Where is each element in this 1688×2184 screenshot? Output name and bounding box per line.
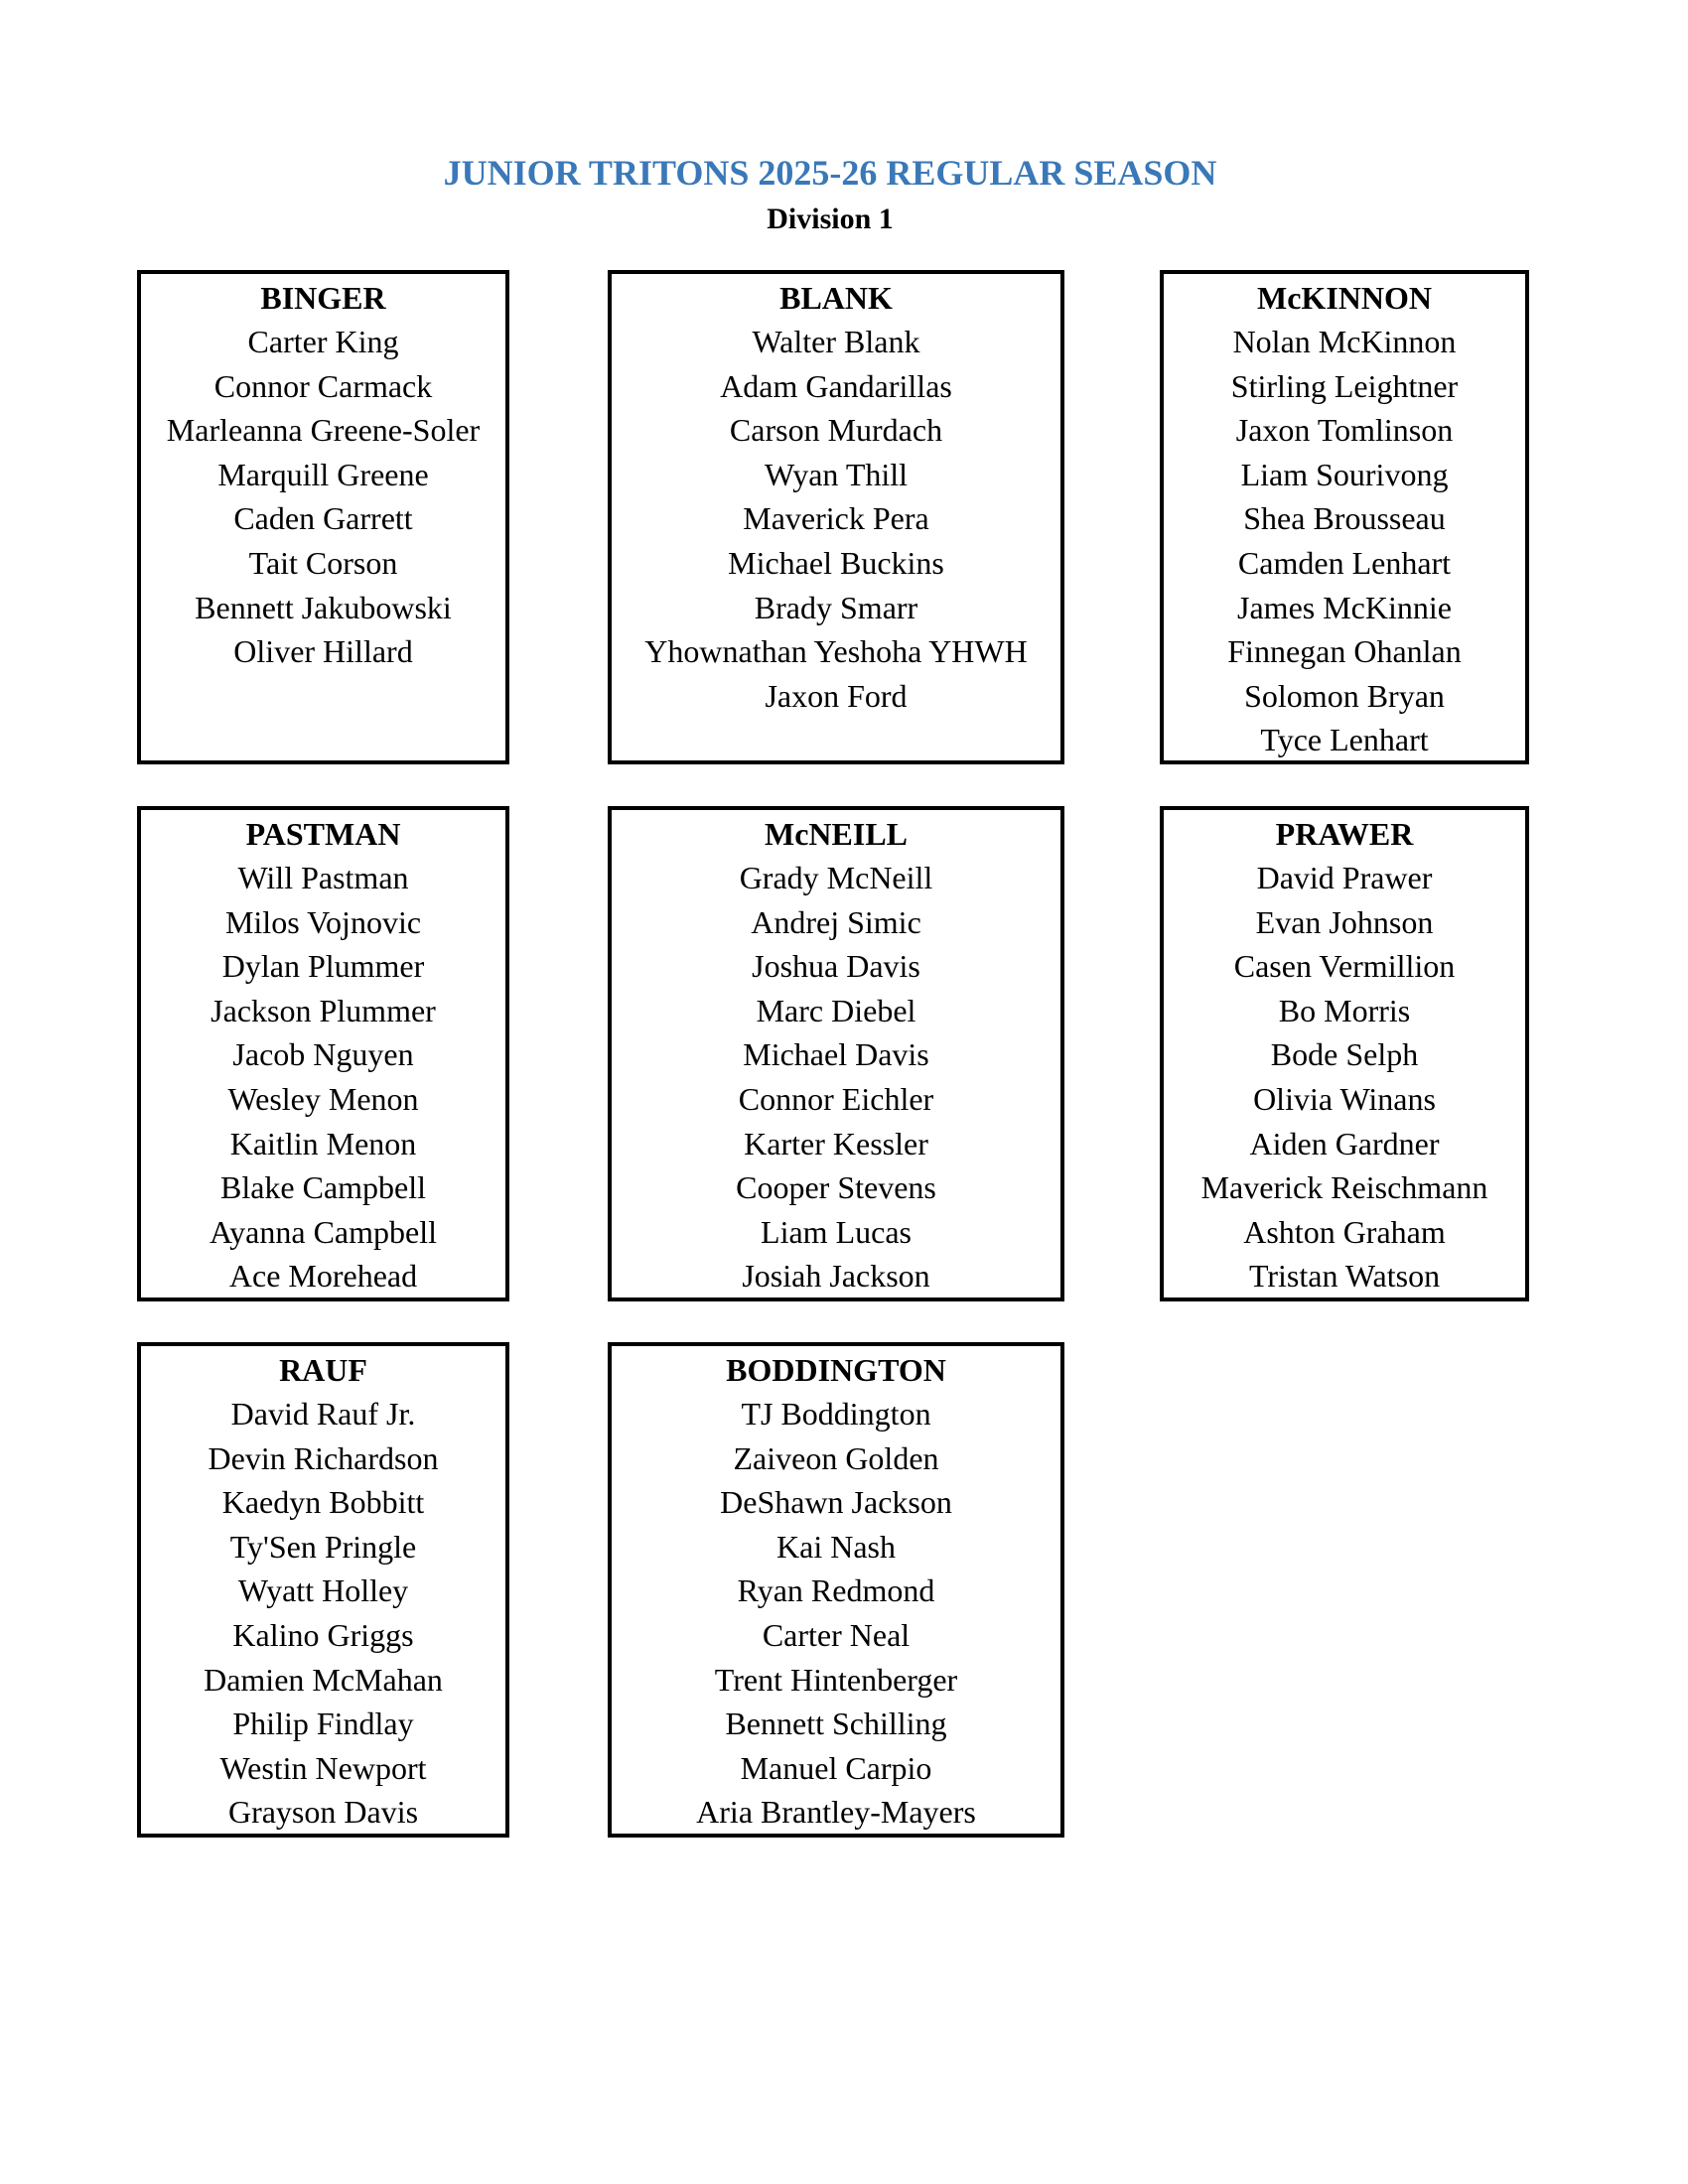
player-name: Tyce Lenhart <box>1260 722 1429 758</box>
player-name: Adam Gandarillas <box>720 367 952 404</box>
player-name: Marc Diebel <box>756 992 916 1028</box>
player-name: Kai Nash <box>776 1528 896 1565</box>
player-name: Carter King <box>247 324 399 359</box>
player-name: Oliver Hillard <box>233 633 413 670</box>
player-name: Casen Vermillion <box>1233 948 1456 985</box>
team-box <box>608 806 1064 1301</box>
player-name: Josiah Jackson <box>742 1258 930 1295</box>
player-name: Karter Kessler <box>744 1125 928 1161</box>
player-name: Tristan Watson <box>1248 1258 1441 1295</box>
player-name: Michael Davis <box>743 1036 929 1073</box>
player-name: Evan Johnson <box>1255 903 1434 940</box>
player-name: Aiden Gardner <box>1249 1125 1440 1161</box>
player-name: Liam Lucas <box>761 1213 912 1250</box>
team-name: McKINNON <box>1257 280 1432 316</box>
player-name: Zaiveon Golden <box>733 1439 939 1476</box>
player-name: TJ Boddington <box>741 1396 931 1432</box>
team-box <box>137 270 509 764</box>
player-name: James McKinnie <box>1237 589 1452 625</box>
player-name: Blake Campbell <box>219 1169 427 1206</box>
player-name: Carter Neal <box>762 1616 911 1653</box>
player-name: David Prawer <box>1256 860 1433 895</box>
player-name: Devin Richardson <box>208 1439 439 1476</box>
player-name: Ace Morehead <box>228 1258 418 1295</box>
player-name: Jackson Plummer <box>211 992 436 1028</box>
player-name: Grayson Davis <box>227 1794 419 1831</box>
team-name: BINGER <box>260 280 386 316</box>
page-title: JUNIOR TRITONS 2025-26 REGULAR SEASON <box>443 153 1217 193</box>
player-name: Brady Smarr <box>754 589 918 625</box>
team-box <box>608 270 1064 764</box>
player-name: Solomon Bryan <box>1244 677 1445 714</box>
player-name: Ty'Sen Pringle <box>229 1528 417 1565</box>
player-name: Jacob Nguyen <box>232 1036 414 1073</box>
player-name: Bennett Jakubowski <box>195 589 452 625</box>
player-name: Wyatt Holley <box>237 1572 409 1609</box>
player-name: Connor Eichler <box>738 1080 934 1117</box>
player-name: Finnegan Ohanlan <box>1227 633 1462 670</box>
team-box <box>137 1342 509 1838</box>
player-name: Cooper Stevens <box>736 1169 936 1206</box>
team-name: PASTMAN <box>245 816 401 852</box>
player-name: Caden Garrett <box>233 500 413 537</box>
player-name: Damien McMahan <box>204 1661 443 1698</box>
player-name: Stirling Leightner <box>1230 367 1459 404</box>
player-name: Kaitlin Menon <box>229 1125 417 1161</box>
player-name: Carson Murdach <box>729 412 943 449</box>
player-name: Manuel Carpio <box>740 1749 932 1786</box>
player-name: Maverick Reischmann <box>1200 1169 1488 1206</box>
player-name: Trent Hintenberger <box>714 1661 958 1698</box>
team-box <box>1160 806 1529 1301</box>
player-name: Maverick Pera <box>743 500 929 537</box>
team-name: McNEILL <box>765 816 908 852</box>
player-name: Aria Brantley-Mayers <box>696 1794 976 1831</box>
player-name: Jaxon Ford <box>765 677 908 714</box>
team-name: RAUF <box>279 1352 367 1388</box>
player-name: Shea Brousseau <box>1243 500 1446 537</box>
player-name: Kaedyn Bobbitt <box>221 1484 425 1521</box>
player-name: Jaxon Tomlinson <box>1235 412 1454 449</box>
team-name: PRAWER <box>1275 816 1414 852</box>
player-name: Will Pastman <box>237 860 409 895</box>
team-box <box>608 1342 1064 1838</box>
player-name: Marleanna Greene-Soler <box>166 412 481 449</box>
division-subtitle: Division 1 <box>767 203 894 235</box>
player-name: Liam Sourivong <box>1240 456 1449 492</box>
player-name: Camden Lenhart <box>1237 544 1452 581</box>
player-name: DeShawn Jackson <box>720 1484 952 1521</box>
player-name: Michael Buckins <box>728 544 944 581</box>
player-name: Yhownathan Yeshoha YHWH <box>644 633 1028 670</box>
player-name: Olivia Winans <box>1253 1080 1436 1117</box>
player-name: Ayanna Campbell <box>210 1213 437 1250</box>
player-name: Tait Corson <box>248 544 398 581</box>
player-name: Connor Carmack <box>213 367 433 404</box>
player-name: Walter Blank <box>752 324 920 359</box>
player-name: Philip Findlay <box>232 1706 414 1742</box>
player-name: Bo Morris <box>1278 992 1411 1028</box>
team-name: BLANK <box>779 280 893 316</box>
team-box <box>137 806 509 1301</box>
player-name: Milos Vojnovic <box>224 903 422 940</box>
player-name: Wyan Thill <box>764 456 909 492</box>
team-box <box>1160 270 1529 764</box>
team-name: BODDINGTON <box>726 1352 946 1388</box>
player-name: Kalino Griggs <box>232 1616 414 1653</box>
player-name: Dylan Plummer <box>221 948 425 985</box>
player-name: Ryan Redmond <box>737 1572 935 1609</box>
player-name: Bennett Schilling <box>725 1706 947 1742</box>
player-name: Bode Selph <box>1270 1036 1419 1073</box>
player-name: Wesley Menon <box>227 1080 419 1117</box>
player-name: Nolan McKinnon <box>1232 324 1457 359</box>
player-name: Marquill Greene <box>217 456 429 492</box>
player-name: Grady McNeill <box>739 860 933 895</box>
player-name: Ashton Graham <box>1243 1213 1446 1250</box>
player-name: Westin Newport <box>219 1749 427 1786</box>
player-name: David Rauf Jr. <box>230 1396 416 1432</box>
player-name: Joshua Davis <box>752 948 920 985</box>
player-name: Andrej Simic <box>751 903 921 940</box>
